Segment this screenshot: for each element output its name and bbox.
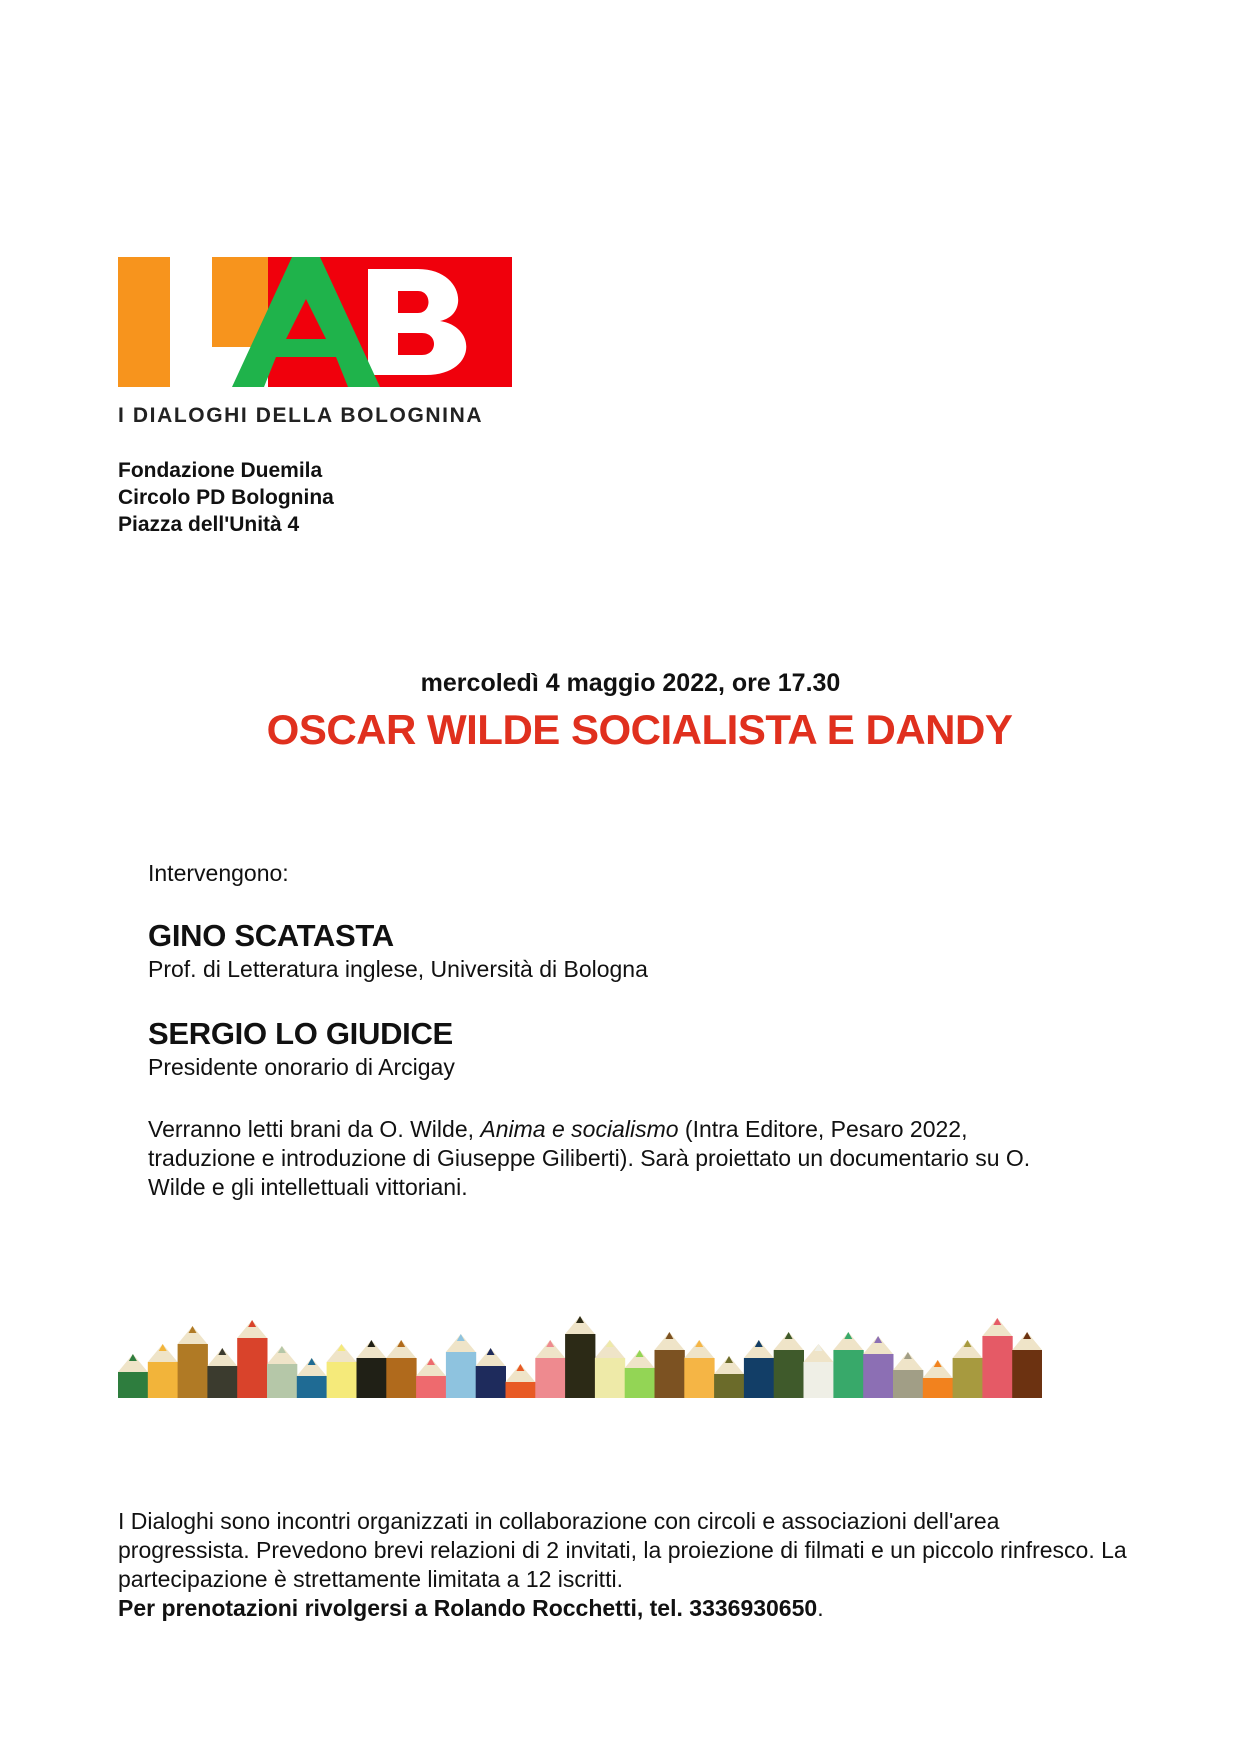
pencil xyxy=(178,1326,208,1398)
event-date: mercoledì 4 maggio 2022, ore 17.30 xyxy=(420,669,841,697)
speaker-name: SERGIO LO GIUDICE xyxy=(148,1016,453,1051)
pencil xyxy=(774,1332,804,1398)
pencil xyxy=(804,1344,834,1398)
pencil xyxy=(893,1352,923,1398)
pencil xyxy=(118,1354,148,1398)
pencil xyxy=(327,1344,357,1398)
pencil xyxy=(714,1356,744,1398)
speaker xyxy=(148,1016,455,1081)
footer-text: I Dialoghi sono incontri organizzati in collaborazione con circoli e associazioni dell'area progressista. Prevedono brevi relazioni di 2 invitati, la proiezione di filmati e un piccolo rinfresco. La partecipazione è strettamente limitata a 12 iscritti. xyxy=(118,1508,1127,1592)
pencil xyxy=(535,1340,565,1398)
speaker xyxy=(148,918,648,983)
description-text: Verranno letti brani da O. Wilde, xyxy=(148,1116,481,1142)
logo-subtitle: I DIALOGHI DELLA BOLOGNINA xyxy=(118,404,484,427)
address-line: Circolo PD Bolognina xyxy=(118,486,334,509)
speaker-role: Prof. di Letteratura inglese, Università di Bologna xyxy=(148,956,648,982)
address-block xyxy=(118,457,334,538)
pencil xyxy=(625,1350,655,1398)
booking-end: . xyxy=(817,1595,824,1621)
pencil xyxy=(953,1340,983,1398)
pencil xyxy=(982,1318,1012,1398)
pencil xyxy=(476,1348,506,1398)
logo-orange-bar xyxy=(118,257,170,387)
event-description xyxy=(148,1115,1078,1202)
pencil xyxy=(565,1316,595,1398)
booking-info: Per prenotazioni rivolgersi a Rolando Rocchetti, tel. 3336930650 xyxy=(118,1595,818,1621)
pencil xyxy=(655,1332,685,1398)
pencil xyxy=(297,1358,327,1398)
address-line: Piazza dell'Unità 4 xyxy=(118,513,300,536)
pencil xyxy=(386,1340,416,1398)
speakers-intro: Intervengono: xyxy=(148,860,289,886)
pencil xyxy=(237,1320,267,1398)
pencil xyxy=(833,1332,863,1398)
address-line: Fondazione Duemila xyxy=(118,459,323,482)
speaker-role: Presidente onorario di Arcigay xyxy=(148,1054,455,1080)
speaker-name: GINO SCATASTA xyxy=(148,918,394,953)
pencil xyxy=(923,1360,953,1398)
pencil xyxy=(744,1340,774,1398)
book-title: Anima e socialismo xyxy=(480,1116,679,1142)
pencil xyxy=(416,1358,446,1398)
pencil xyxy=(595,1340,625,1398)
lab-logo xyxy=(118,257,512,387)
pencil xyxy=(863,1336,893,1398)
pencil xyxy=(1012,1332,1042,1398)
pencil xyxy=(446,1334,476,1398)
pencils-illustration xyxy=(118,1298,1042,1398)
pencil xyxy=(684,1340,714,1398)
event-title: OSCAR WILDE SOCIALISTA E DANDY xyxy=(266,706,1013,753)
pencil xyxy=(506,1364,536,1398)
pencil xyxy=(267,1346,297,1398)
pencil xyxy=(207,1348,237,1398)
description-text: (Intra Editore, Pesaro 2022, traduzione e introduzione di Giuseppe Giliberti). Sarà proiettato un documentario su O. Wilde e gli intellettuali vittoriani. xyxy=(148,1116,1031,1200)
footer-note xyxy=(118,1507,1128,1623)
pencil xyxy=(148,1344,178,1398)
pencil xyxy=(357,1340,387,1398)
